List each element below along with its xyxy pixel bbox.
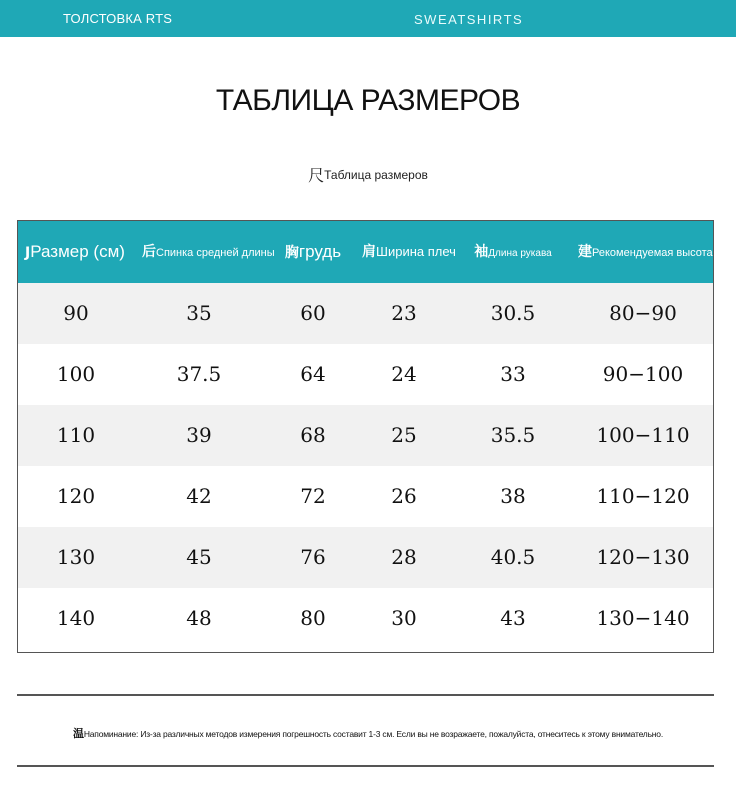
header-glyph: 胸: [284, 245, 299, 261]
cell-height: 80−90: [609, 301, 677, 325]
cell-shoulder: 30: [391, 606, 417, 630]
cell-shoulder: 23: [391, 301, 417, 325]
header-sleeve: [474, 221, 552, 283]
measurement-note: [0, 725, 736, 741]
cell-chest: 72: [300, 484, 326, 508]
top-banner: [0, 0, 736, 37]
header-glyph: 建: [578, 244, 592, 260]
cell-size: 130: [56, 545, 96, 569]
cell-back-length: 48: [186, 606, 212, 630]
cell-chest: 60: [300, 301, 326, 325]
subtitle-text: Таблица размеров: [324, 168, 428, 182]
cell-sleeve: 33: [500, 362, 526, 386]
cell-shoulder: 26: [391, 484, 417, 508]
cell-back-length: 39: [186, 423, 212, 447]
subtitle-glyph: 尺: [308, 166, 325, 185]
note-glyph: 温: [73, 727, 84, 740]
cell-size: 100: [56, 362, 96, 386]
header-height: [578, 221, 713, 283]
header-label: Длина рукава: [488, 248, 552, 259]
category-label: SWEATSHIRTS: [414, 12, 524, 27]
cell-shoulder: 24: [391, 362, 417, 386]
note-text: Напоминание: Из-за различных методов измерения погрешность составит 1-3 см. Если вы не возражаете, пожалуйста, отнеситесь к этому внимательно.: [83, 729, 663, 739]
cell-back-length: 37.5: [176, 362, 222, 386]
header-label: Спинка средней длины: [156, 247, 275, 259]
header-glyph: 肩: [362, 244, 377, 260]
page-title: ТАБЛИЦА РАЗМЕРОВ: [215, 84, 521, 117]
cell-height: 100−110: [596, 423, 690, 447]
cell-shoulder: 25: [391, 423, 417, 447]
header-chest: [276, 221, 350, 283]
table-row: [18, 344, 713, 405]
cell-height: 130−140: [596, 606, 690, 630]
header-glyph: J: [25, 245, 31, 261]
cell-back-length: 42: [186, 484, 212, 508]
cell-sleeve: 30.5: [490, 301, 536, 325]
header-label: Размер (см): [30, 242, 125, 261]
cell-back-length: 45: [186, 545, 212, 569]
cell-chest: 80: [300, 606, 326, 630]
cell-size: 110: [56, 423, 96, 447]
table-row: [18, 405, 713, 466]
cell-sleeve: 38: [500, 484, 526, 508]
table-row: [18, 588, 713, 649]
header-label: Рекомендуемая высота: [592, 247, 713, 259]
cell-height: 90−100: [602, 362, 684, 386]
cell-size: 120: [56, 484, 96, 508]
table-row: [18, 466, 713, 527]
header-label: Ширина плеч: [376, 244, 456, 259]
cell-back-length: 35: [186, 301, 212, 325]
brand-label: ТОЛСТОВКА RTS: [63, 11, 173, 26]
cell-sleeve: 43: [500, 606, 526, 630]
cell-size: 90: [63, 301, 89, 325]
cell-size: 140: [56, 606, 96, 630]
cell-shoulder: 28: [391, 545, 417, 569]
header-glyph: 后: [142, 244, 156, 260]
cell-height: 110−120: [596, 484, 690, 508]
cell-sleeve: 35.5: [490, 423, 536, 447]
table-row: [18, 283, 713, 344]
divider-top: [17, 694, 714, 696]
header-label: грудь: [298, 242, 342, 261]
cell-chest: 68: [300, 423, 326, 447]
cell-height: 120−130: [596, 545, 690, 569]
header-size: [18, 221, 132, 283]
table-row: [18, 527, 713, 588]
header-shoulder: [354, 221, 464, 283]
cell-sleeve: 40.5: [490, 545, 536, 569]
divider-bottom: [17, 765, 714, 767]
cell-chest: 76: [300, 545, 326, 569]
cell-chest: 64: [300, 362, 326, 386]
size-table: [17, 220, 714, 653]
table-header-row: [18, 221, 713, 283]
header-glyph: 袖: [474, 244, 489, 260]
page-subtitle: [0, 163, 736, 186]
header-back-length: [142, 221, 275, 283]
